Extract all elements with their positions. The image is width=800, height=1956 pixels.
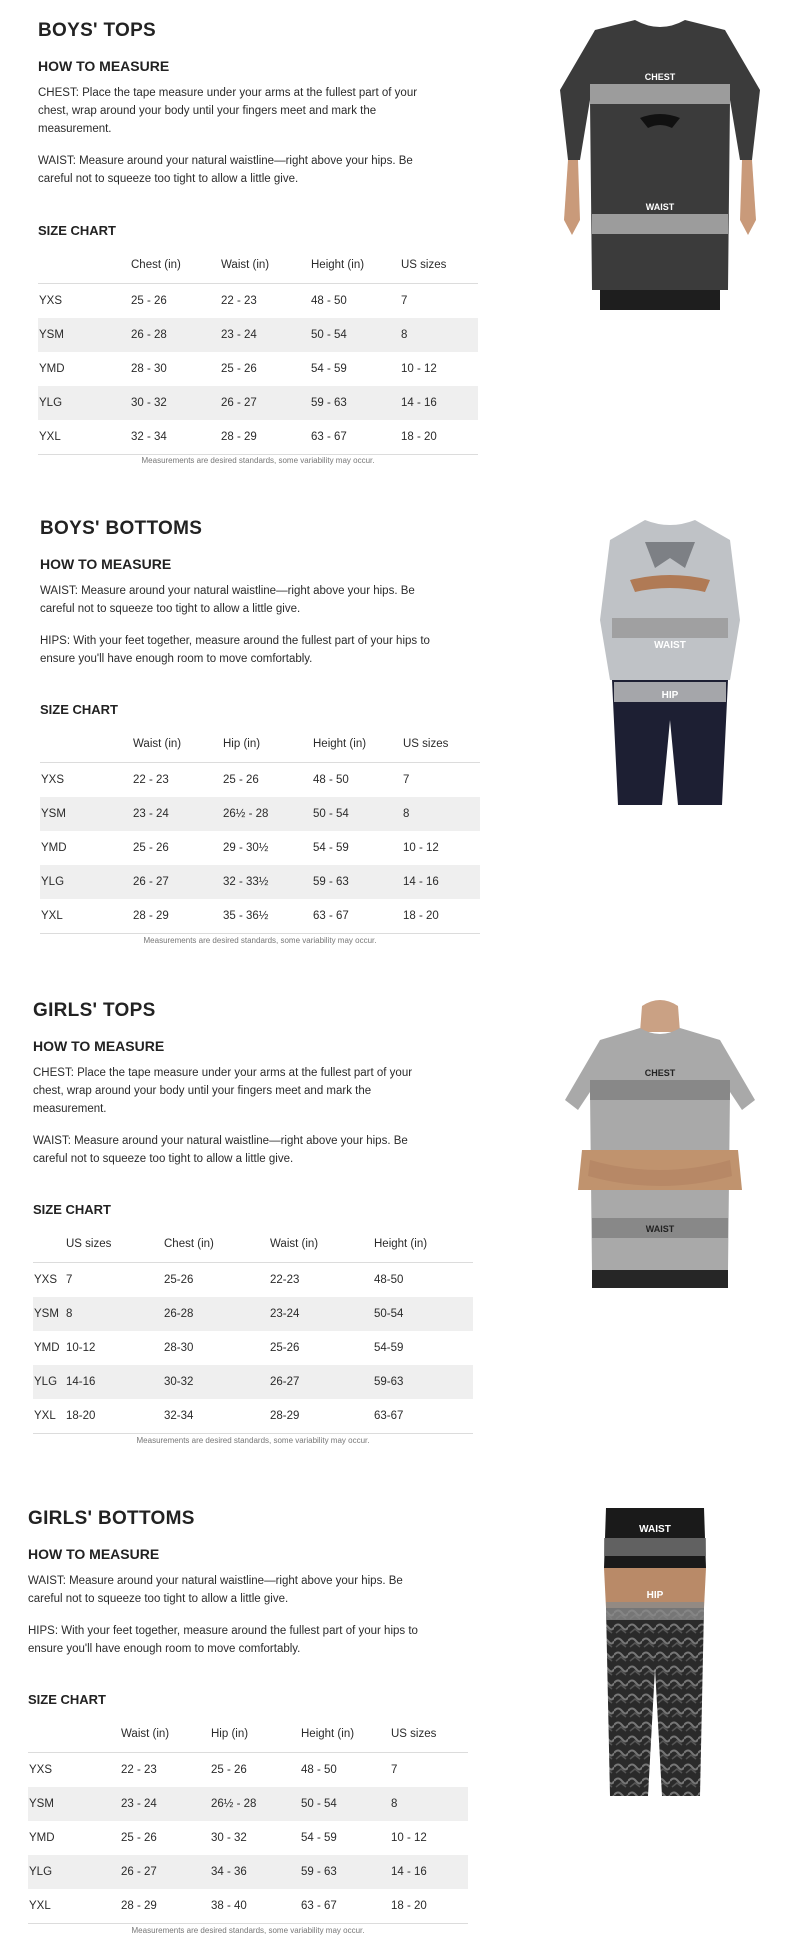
column-header: US sizes [400,247,478,284]
boys-bottoms-figure [590,520,750,810]
table-row [28,1787,468,1821]
table-cell: 48 - 50 [313,774,349,786]
table-cell: 25 - 26 [133,842,169,854]
table-cell: 28 - 29 [220,420,310,455]
column-header: Chest (in) [130,247,220,284]
size-chart-title: SIZE CHART [38,223,116,238]
table-cell: 28 - 29 [120,1889,210,1924]
table-cell: 25-26 [164,1274,194,1286]
table-cell: YXS [34,1274,58,1286]
table-cell: 26½ - 28 [222,797,312,831]
waist-instructions: WAIST: Measure around your natural waistline—right above your hips. Be careful not to squeeze too tight to allow a little give. [28,1575,403,1605]
table-cell: YSM [28,1787,120,1821]
column-header: Hip (in) [210,1716,300,1753]
size-chart-table [33,1226,473,1434]
table-cell: YXL [33,1399,65,1434]
table-cell: 30 - 32 [211,1832,247,1844]
table-row [28,1889,468,1924]
column-header [33,1226,65,1263]
column-header: Chest (in) [163,1226,269,1263]
table-cell: 25-26 [270,1342,300,1354]
column-header: Height (in) [373,1226,473,1263]
table-cell: YXS [29,1764,53,1776]
how-to-measure-title: HOW TO MEASURE [40,556,172,572]
column-header [40,726,132,763]
table-row [40,763,480,798]
table-cell: 34 - 36 [210,1855,300,1889]
table-cell: YXL [38,420,130,455]
table-cell: 54 - 59 [301,1832,337,1844]
table-row [38,284,478,319]
table-cell: 28 - 29 [132,899,222,934]
table-cell: 48 - 50 [311,295,347,307]
table-cell: 22 - 23 [121,1764,157,1776]
table-cell: 50 - 54 [310,318,400,352]
column-header: Waist (in) [132,726,222,763]
table-cell: YLG [40,865,132,899]
table-row [33,1331,473,1365]
section-title: GIRLS' TOPS [33,1000,156,1021]
table-cell: 50 - 54 [300,1787,390,1821]
table-row [38,352,478,386]
table-cell: 8 [390,1787,468,1821]
figure-label: HIP [661,690,679,701]
column-header: Height (in) [312,726,402,763]
table-cell: 26½ - 28 [210,1787,300,1821]
how-to-measure-title: HOW TO MEASURE [38,58,170,74]
how-to-measure-title: HOW TO MEASURE [33,1038,165,1054]
table-row [33,1365,473,1399]
table-cell: YLG [38,386,130,420]
table-cell: 54 - 59 [311,363,347,375]
table-cell: 32 - 33½ [222,865,312,899]
table-cell: 59 - 63 [300,1855,390,1889]
table-cell: 54 - 59 [313,842,349,854]
table-row [40,899,480,934]
table-cell: 26 - 27 [220,386,310,420]
table-cell: YXS [39,295,63,307]
table-cell: 22 - 23 [133,774,169,786]
table-cell: 22 - 23 [221,295,257,307]
figure-label: CHEST [644,72,676,82]
table-cell: 7 [401,295,408,307]
table-cell: 54-59 [374,1342,404,1354]
column-header: Hip (in) [222,726,312,763]
footnote: Measurements are desired standards, some variability may occur. [143,936,377,945]
waist-instructions: WAIST: Measure around your natural waistline—right above your hips. Be careful not to squeeze too tight to allow a little give. [33,1135,408,1165]
table-cell: 28 - 30 [131,363,167,375]
column-header: US sizes [402,726,480,763]
table-cell: 8 [65,1297,163,1331]
chest-instructions: CHEST: Place the tape measure under your arms at the fullest part of your chest, wrap around your body until your fingers meet and mark the measurement. [38,87,418,135]
size-chart-title: SIZE CHART [40,702,118,717]
table-cell: 63 - 67 [312,899,402,934]
table-cell: 32-34 [163,1399,269,1434]
size-chart-table [38,247,478,455]
column-header: US sizes [390,1716,468,1753]
table-cell: 18 - 20 [400,420,478,455]
table-cell: 63-67 [373,1399,473,1434]
table-cell: YMD [39,363,65,375]
table-cell: 26 - 27 [120,1855,210,1889]
figure-label: HIP [646,1590,664,1601]
table-cell: 26 - 28 [130,318,220,352]
figure-label: WAIST [645,202,675,212]
table-cell: 7 [403,774,410,786]
table-cell: 35 - 36½ [222,899,312,934]
table-row [40,831,480,865]
table-cell: 7 [66,1274,73,1286]
table-row [28,1753,468,1788]
table-cell: YSM [38,318,130,352]
table-cell: YLG [33,1365,65,1399]
column-header [38,247,130,284]
table-cell: 48-50 [374,1274,404,1286]
section-title: BOYS' BOTTOMS [40,518,203,539]
table-cell: 23 - 24 [220,318,310,352]
table-cell: 63 - 67 [300,1889,390,1924]
column-header: Waist (in) [269,1226,373,1263]
column-header: Height (in) [310,247,400,284]
table-cell: 48 - 50 [301,1764,337,1776]
table-cell: YSM [33,1297,65,1331]
table-cell: YXL [28,1889,120,1924]
table-cell: 18 - 20 [402,899,480,934]
table-cell: 14-16 [65,1365,163,1399]
table-cell: 10-12 [66,1342,96,1354]
table-row [40,865,480,899]
table-cell: 10 - 12 [403,842,439,854]
table-cell: 50 - 54 [312,797,402,831]
table-header-row [40,726,480,763]
waist-instructions: WAIST: Measure around your natural waistline—right above your hips. Be careful not to squeeze too tight to allow a little give. [38,155,413,185]
table-cell: 18-20 [65,1399,163,1434]
table-cell: 32 - 34 [130,420,220,455]
footnote: Measurements are desired standards, some variability may occur. [131,1926,365,1935]
hips-instructions: HIPS: With your feet together, measure around the fullest part of your hips to ensure you'll have enough room to move comfortably. [40,635,430,665]
table-cell: YLG [28,1855,120,1889]
table-cell: 29 - 30½ [223,842,269,854]
table-row [38,420,478,455]
how-to-measure-title: HOW TO MEASURE [28,1546,160,1562]
table-cell: 14 - 16 [402,865,480,899]
table-cell: 8 [400,318,478,352]
size-chart-table [40,726,480,934]
table-cell: 26-27 [269,1365,373,1399]
girls-bottoms-figure [600,1508,710,1800]
chest-instructions: CHEST: Place the tape measure under your arms at the fullest part of your chest, wrap around your body until your fingers meet and mark the measurement. [33,1067,413,1115]
table-row [33,1297,473,1331]
table-cell: 14 - 16 [390,1855,468,1889]
table-row [40,797,480,831]
column-header [28,1716,120,1753]
table-row [33,1263,473,1298]
table-cell: YMD [34,1342,60,1354]
table-row [38,386,478,420]
table-cell: 50-54 [373,1297,473,1331]
column-header: US sizes [65,1226,163,1263]
girls-tops-figure [560,1000,760,1290]
table-header-row [33,1226,473,1263]
figure-label: WAIST [645,1224,675,1234]
table-row [28,1855,468,1889]
table-row [28,1821,468,1855]
table-cell: 23-24 [269,1297,373,1331]
figure-label: CHEST [644,1068,676,1078]
table-cell: 26-28 [163,1297,269,1331]
table-cell: YMD [41,842,67,854]
table-cell: 18 - 20 [390,1889,468,1924]
table-cell: 25 - 26 [121,1832,157,1844]
table-cell: YXL [40,899,132,934]
table-cell: 8 [402,797,480,831]
column-header: Waist (in) [220,247,310,284]
table-cell: YMD [29,1832,55,1844]
table-cell: 22-23 [270,1274,300,1286]
hips-instructions: HIPS: With your feet together, measure around the fullest part of your hips to ensure you'll have enough room to move comfortably. [28,1625,418,1655]
table-cell: 25 - 26 [211,1764,247,1776]
footnote: Measurements are desired standards, some variability may occur. [136,1436,370,1445]
table-cell: 7 [391,1764,398,1776]
table-cell: 30 - 32 [130,386,220,420]
table-cell: YXS [41,774,65,786]
figure-label: WAIST [639,1524,671,1535]
footnote: Measurements are desired standards, some variability may occur. [141,456,375,465]
table-cell: YSM [40,797,132,831]
boys-tops-figure [540,20,780,310]
table-cell: 59 - 63 [310,386,400,420]
table-cell: 23 - 24 [120,1787,210,1821]
table-cell: 28-30 [164,1342,194,1354]
table-cell: 25 - 26 [221,363,257,375]
waist-instructions: WAIST: Measure around your natural waistline—right above your hips. Be careful not to squeeze too tight to allow a little give. [40,585,415,615]
table-cell: 10 - 12 [401,363,437,375]
column-header: Height (in) [300,1716,390,1753]
table-cell: 25 - 26 [131,295,167,307]
table-cell: 28-29 [269,1399,373,1434]
table-cell: 10 - 12 [391,1832,427,1844]
size-chart-table [28,1716,468,1924]
table-cell: 63 - 67 [310,420,400,455]
table-cell: 59-63 [373,1365,473,1399]
table-cell: 38 - 40 [210,1889,300,1924]
table-row [33,1399,473,1434]
table-cell: 14 - 16 [400,386,478,420]
size-chart-title: SIZE CHART [28,1692,106,1707]
figure-label: WAIST [654,640,686,651]
table-cell: 59 - 63 [312,865,402,899]
section-title: GIRLS' BOTTOMS [28,1508,195,1529]
table-cell: 23 - 24 [132,797,222,831]
column-header: Waist (in) [120,1716,210,1753]
size-chart-title: SIZE CHART [33,1202,111,1217]
table-row [38,318,478,352]
table-cell: 25 - 26 [223,774,259,786]
table-header-row [38,247,478,284]
table-cell: 30-32 [163,1365,269,1399]
table-header-row [28,1716,468,1753]
section-title: BOYS' TOPS [38,20,157,41]
table-cell: 26 - 27 [132,865,222,899]
